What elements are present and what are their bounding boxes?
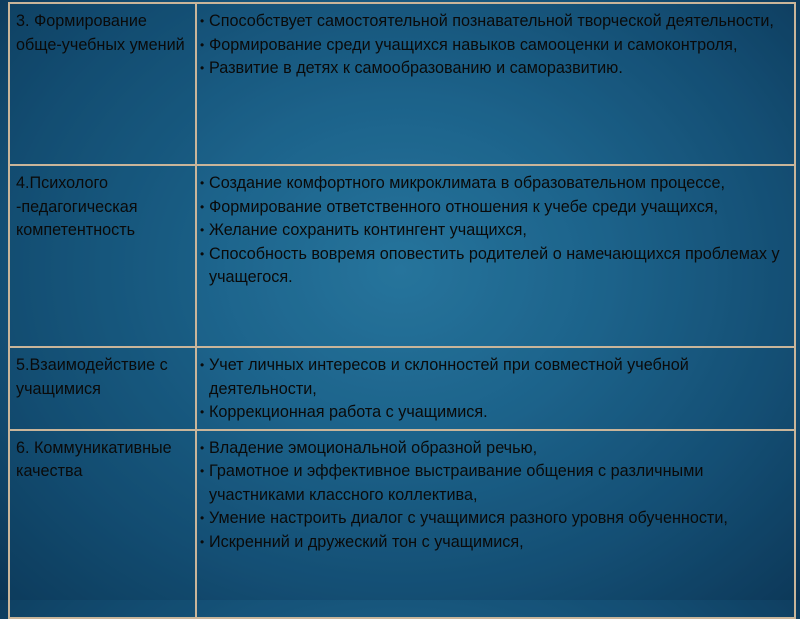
list-item: • Грамотное и эффективное выстраивание общения с различными участниками классного коллектива, (200, 462, 704, 504)
row-items-cell (196, 347, 795, 430)
row-title: 4.Психолого -педагогическая компетентность (16, 174, 138, 239)
bullet-icon: • (200, 511, 205, 525)
bullet-icon: • (200, 37, 205, 52)
list-item: • Формирование среди учащихся навыков самооценки и самоконтроля, (200, 34, 788, 58)
list-item: • Искренний и дружеский тон с учащимися, (200, 531, 788, 555)
table-row (9, 347, 795, 430)
list-item: • Создание комфортного микроклимата в образовательном процессе, (200, 172, 788, 196)
list-item: • Владение эмоциональной образной речью, (200, 437, 788, 461)
row-title-cell (9, 165, 196, 347)
bullet-list (200, 10, 788, 81)
list-item: • Формирование ответственного отношения к учебе среди учащихся, (200, 196, 788, 220)
list-item: • Коррекционная работа с учащимися. (200, 401, 788, 425)
competency-table (8, 2, 796, 619)
table-row (9, 165, 795, 347)
list-item: • Способствует самостоятельной познавательной творческой деятельности, (200, 10, 788, 34)
bullet-list (200, 172, 788, 290)
list-item: • Умение настроить диалог с учащимися разного уровня обученности, (200, 507, 788, 531)
bullet-icon: • (200, 176, 205, 190)
row-title-cell (9, 430, 196, 618)
bullet-icon: • (200, 223, 205, 237)
row-title: 5.Взаимодействие с учащимися (16, 356, 168, 398)
row-title: 3. Формирование обще-учебных умений (16, 12, 185, 54)
row-items-cell (196, 3, 795, 165)
bullet-icon: • (200, 14, 205, 28)
bullet-list (200, 354, 788, 425)
list-item: • Развитие в детях к самообразованию и саморазвитию. (200, 57, 788, 81)
bullet-icon: • (200, 246, 205, 261)
bullet-icon: • (200, 61, 205, 75)
table-row (9, 430, 795, 618)
bullet-icon: • (200, 358, 205, 372)
row-title-cell (9, 347, 196, 430)
list-item: • Учет личных интересов и склонностей при совместной учебной деятельности, (200, 356, 689, 398)
bullet-icon: • (200, 464, 205, 478)
bullet-list (200, 437, 788, 555)
table-row (9, 3, 795, 165)
row-title-cell (9, 3, 196, 165)
list-item: • Желание сохранить контингент учащихся, (200, 219, 788, 243)
bullet-icon: • (200, 534, 205, 549)
bullet-icon: • (200, 405, 205, 419)
bullet-icon: • (200, 440, 205, 455)
row-title: 6. Коммуникативные качества (16, 438, 172, 480)
row-items-cell (196, 430, 795, 618)
row-items-cell (196, 165, 795, 347)
bullet-icon: • (200, 199, 205, 214)
list-item: • Способность вовремя оповестить родителей о намечающихся проблемах у учащегося. (200, 244, 780, 286)
